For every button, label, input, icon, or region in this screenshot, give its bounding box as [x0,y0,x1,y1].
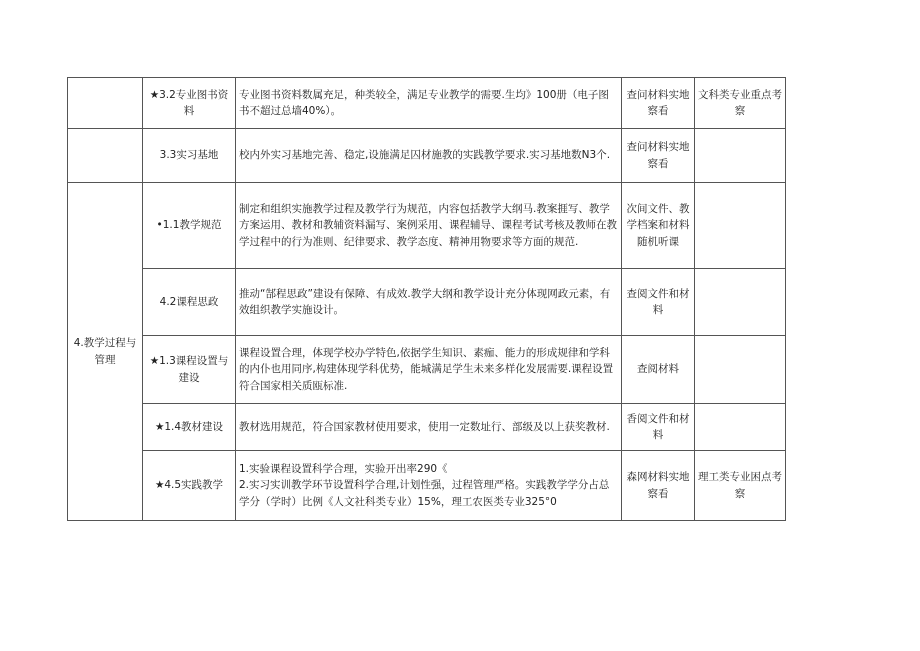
method-cell: 查阅文件和材料 [622,269,695,336]
item-cell: 3.3实习基地 [143,129,236,183]
table-row [68,404,786,451]
content-cell [236,451,622,521]
table-row [68,336,786,404]
item-cell: ★1.3课程设置与建设 [143,336,236,404]
item-cell: ★1.4教材建设 [143,404,236,451]
item-cell: ★3.2专业图书资料 [143,78,236,129]
category-cell [68,129,143,183]
note-cell [695,129,786,183]
content-cell: 课程设置合理，体现学校办学特色,依据学生知识、素痂、能力的形成规律和学科的内仆也用同序,构建体现学科优势，能城满足学生未来多样化发展需要.课程设置符合国家相关质瓯标准. [236,336,622,404]
table-row [68,183,786,269]
content-cell: 制定和组织实施教学过程及教学行为规范，内容包括教学大纲马.教案捱写、教学方案运用、教材和教辅资料漏写、案例采用、课程辅导、课程考试考核及教师在教学过程中的行为准则、纪律要求、教学态度、精神用物要求等方面的规范. [236,183,622,269]
method-cell: 次间文件、教学档案和材料随机听课 [622,183,695,269]
note-cell [695,336,786,404]
content-cell: 专业图书资料数属充足，种类较全，满足专业教学的需要.生均》100册（电子图书不超过总墙40%）。 [236,78,622,129]
note-cell [695,269,786,336]
method-cell: 森网材料实地察看 [622,451,695,521]
method-cell: 查问材料实地察看 [622,78,695,129]
category-cell: 4.教学过程与管理 [68,183,143,521]
content-cell: 校内外实习基地完善、稳定,设施满足囚材施教的实践教学要求.实习基地数N3个. [236,129,622,183]
item-cell: •1.1教学规范 [143,183,236,269]
note-cell: 理工类专业困点考察 [695,451,786,521]
table-row [68,129,786,183]
note-cell [695,404,786,451]
method-cell: 查问材料实地察看 [622,129,695,183]
method-cell: 香阅文件和材料 [622,404,695,451]
table-row [68,451,786,521]
content-line: 2.实习实训教学环节设置科学合理,计划性强，过程管理严格。实践教学学分占总学分（学时）比例《人文社科类专业）15%，理工农医类专业325°0 [239,479,610,508]
content-cell: 推动“郜程思政”建设有保障、有成效.教学大纲和教学设计充分体现网政元素，有效组织教学实施设计。 [236,269,622,336]
content-cell: 教材选用规范，符合国家教材使用要求，使用一定数址行、部级及以上获奖教材. [236,404,622,451]
item-cell: 4.2课程思政 [143,269,236,336]
evaluation-table [67,77,786,521]
method-cell: 查阅材料 [622,336,695,404]
category-cell [68,78,143,129]
note-cell [695,183,786,269]
table-row [68,78,786,129]
content-line: 1.实验课程设置科学合理，实验开出率290《 [239,463,448,476]
table-row [68,269,786,336]
note-cell: 文科类专业重点考察 [695,78,786,129]
item-cell: ★4.5实践教学 [143,451,236,521]
